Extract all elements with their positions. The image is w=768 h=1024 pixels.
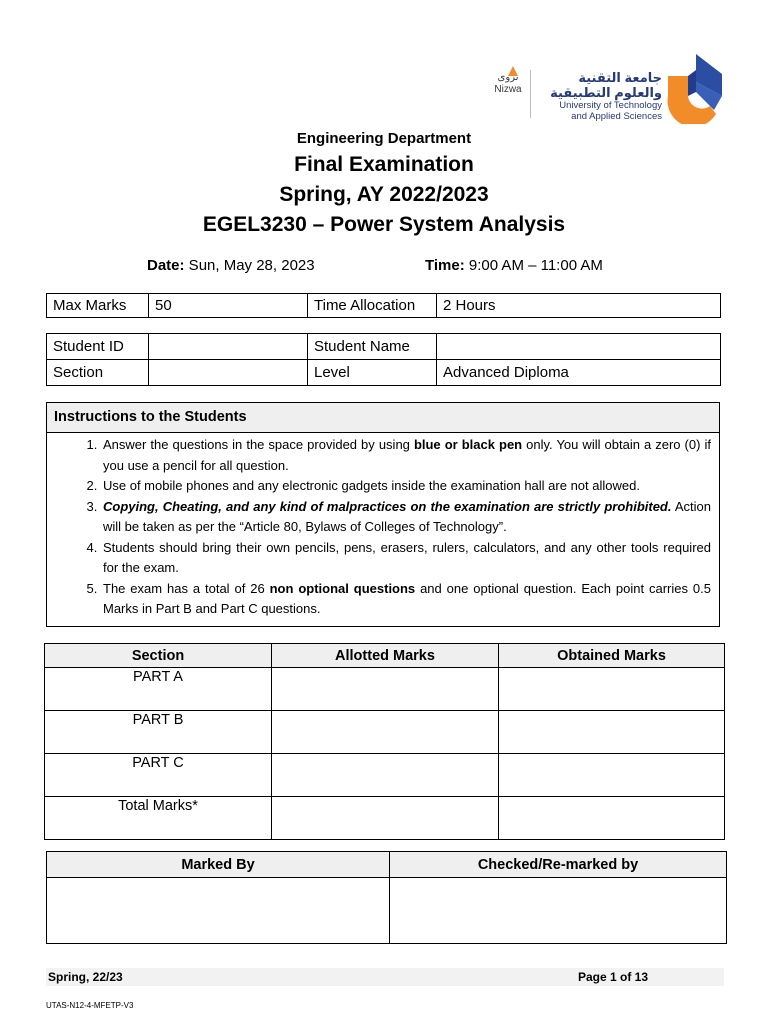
department-heading: Engineering Department xyxy=(296,130,472,147)
obtained-cell[interactable] xyxy=(499,711,725,754)
total-marks-cell: Total Marks* xyxy=(45,797,272,840)
date-label: Date: xyxy=(147,257,185,274)
col-header-section: Section xyxy=(45,644,272,668)
section-field[interactable] xyxy=(149,360,308,386)
university-name-english-line1: University of Technology xyxy=(559,100,662,111)
logo-divider xyxy=(530,70,531,118)
checked-by-field[interactable] xyxy=(390,878,727,944)
obtained-cell[interactable] xyxy=(499,754,725,797)
university-name-arabic-line2: والعلوم التطبيقية xyxy=(550,85,662,100)
table-row xyxy=(45,797,725,840)
exam-time xyxy=(425,257,603,274)
allotted-cell[interactable] xyxy=(272,797,499,840)
allotted-cell[interactable] xyxy=(272,668,499,711)
university-emblem-icon xyxy=(666,52,724,124)
footer-semester: Spring, 22/23 xyxy=(48,970,123,984)
student-info-table xyxy=(46,333,721,386)
max-marks-value: 50 xyxy=(149,294,308,318)
campus-name-english: Nizwa xyxy=(494,84,522,95)
max-marks-label: Max Marks xyxy=(47,294,149,318)
time-allocation-value: 2 Hours xyxy=(437,294,721,318)
flame-icon xyxy=(508,66,518,76)
campus-name-arabic: نزوى xyxy=(497,72,519,83)
student-name-field[interactable] xyxy=(437,334,721,360)
section-cell: PART A xyxy=(45,668,272,711)
instructions-box xyxy=(46,402,720,627)
exam-title: Final Examination xyxy=(294,153,474,176)
marked-by-field[interactable] xyxy=(47,878,390,944)
semester-title: Spring, AY 2022/2023 xyxy=(279,183,489,206)
time-value: 9:00 AM – 11:00 AM xyxy=(464,257,603,274)
table-row xyxy=(45,711,725,754)
allotted-cell[interactable] xyxy=(272,711,499,754)
document-code: UTAS-N12-4-MFETP-V3 xyxy=(46,1001,134,1010)
table-row xyxy=(45,668,725,711)
instructions-heading: Instructions to the Students xyxy=(47,403,719,433)
level-value: Advanced Diploma xyxy=(437,360,721,386)
instructions-list xyxy=(47,433,719,620)
obtained-cell[interactable] xyxy=(499,668,725,711)
time-allocation-label: Time Allocation xyxy=(308,294,437,318)
instruction-item: 5. The exam has a total of 26 non optional questions and one optional question. Each point carries 0.5 Marks in Part B and Part C questions. xyxy=(101,579,711,620)
university-name-arabic-line1: جامعة التقنية xyxy=(578,70,662,85)
exam-info-table xyxy=(46,293,721,318)
marks-table xyxy=(44,643,725,840)
marked-by-header: Marked By xyxy=(47,852,390,878)
instruction-item: 1. Answer the questions in the space provided by using blue or black pen only. You will obtain a zero (0) if you use a pencil for all question. xyxy=(101,435,711,476)
level-label: Level xyxy=(308,360,437,386)
university-logo xyxy=(490,48,730,128)
section-cell: PART C xyxy=(45,754,272,797)
instruction-item: 2. Use of mobile phones and any electronic gadgets inside the examination hall are not allowed. xyxy=(101,476,711,497)
university-name-english-line2: and Applied Sciences xyxy=(571,111,662,122)
section-label: Section xyxy=(47,360,149,386)
allotted-cell[interactable] xyxy=(272,754,499,797)
exam-date xyxy=(147,257,315,274)
table-row xyxy=(45,754,725,797)
time-label: Time: xyxy=(425,257,465,274)
campus-name xyxy=(490,72,526,96)
university-name xyxy=(538,70,662,122)
student-id-label: Student ID xyxy=(47,334,149,360)
page-number: Page 1 of 13 xyxy=(578,970,649,984)
date-value: Sun, May 28, 2023 xyxy=(184,257,315,274)
course-title: EGEL3230 – Power System Analysis xyxy=(202,213,566,236)
instruction-item: 3. Copying, Cheating, and any kind of malpractices on the examination are strictly prohibited. Action will be taken as per the “Article 80, Bylaws of Colleges of Technology”. xyxy=(101,497,711,538)
obtained-cell[interactable] xyxy=(499,797,725,840)
col-header-allotted: Allotted Marks xyxy=(272,644,499,668)
student-name-label: Student Name xyxy=(308,334,437,360)
section-cell: PART B xyxy=(45,711,272,754)
col-header-obtained: Obtained Marks xyxy=(499,644,725,668)
instruction-item: 4. Students should bring their own pencils, pens, erasers, rulers, calculators, and any other tools required for the exam. xyxy=(101,538,711,579)
checked-by-header: Checked/Re-marked by xyxy=(390,852,727,878)
marking-signature-table xyxy=(46,851,727,944)
student-id-field[interactable] xyxy=(149,334,308,360)
